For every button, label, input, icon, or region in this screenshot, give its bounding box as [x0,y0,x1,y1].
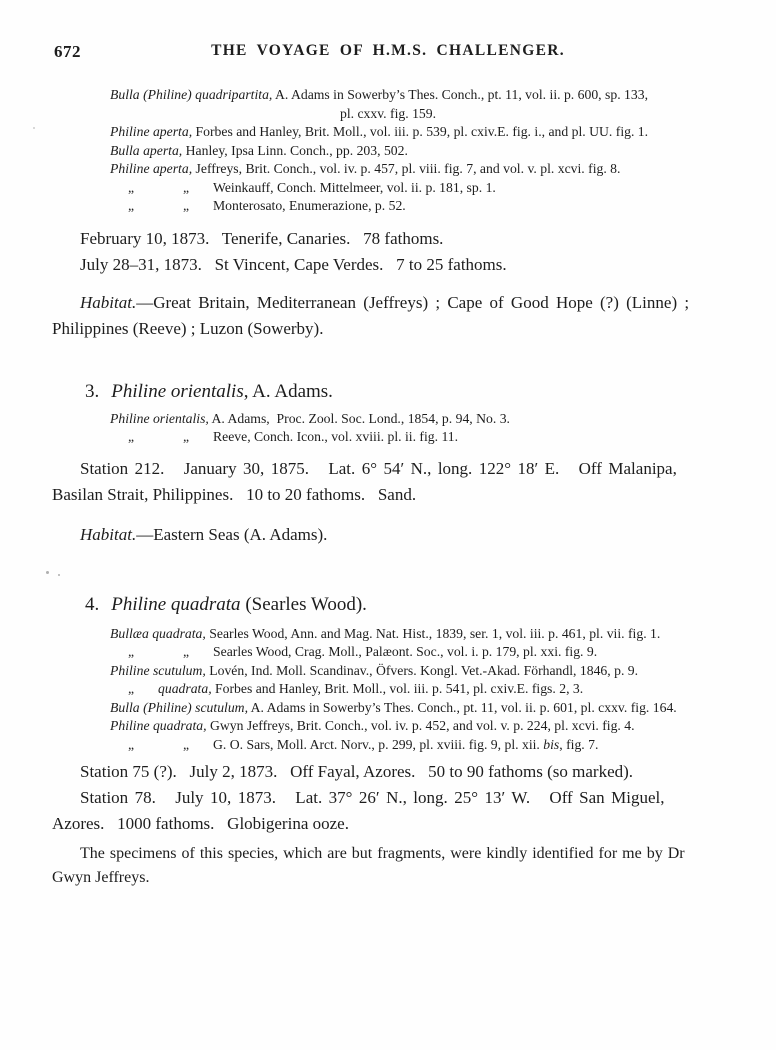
habitat-label: Habitat. [80,292,137,312]
station-records-quadrata [52,759,724,837]
taxon-name: Philine quadrata, [110,718,207,733]
taxon-name: Bullæa quadrata, [110,625,206,641]
synonymy-line-ditto [110,197,724,216]
species-number: 3. [85,380,100,402]
ditto-mark: „ [128,179,135,195]
citation-text: Searles Wood, Ann. and Mag. Nat. Hist., 1839, ser. 1, vol. iii. p. 461, pl. vii. fig. 1. [205,625,661,641]
taxon-name: quadrata, [158,681,212,696]
station-record-212 [52,456,724,508]
taxon-name: Philine aperta, [110,124,193,139]
page-header [52,42,724,62]
scan-speck [58,574,60,576]
citation-text: G. O. Sars, Moll. Arct. Norv., p. 299, pl. xviii. fig. 9, pl. xii. [213,736,544,752]
synonymy-line [110,717,724,736]
synonymy-list-philine-aperta [110,86,724,216]
citation-text: Jeffreys, Brit. Conch., vol. iv. p. 457, pl. viii. fig. 7, and vol. v. pl. xcvi. fig. 8. [192,161,621,176]
citation-text: Monterosato, Enumerazione, p. 52. [213,198,406,213]
ditto-mark: „ [128,681,135,696]
citation-text: Lovén, Ind. Moll. Scandinav., Öfvers. Kongl. Vet.-Akad. Förhandl, 1846, p. 9. [205,662,639,678]
note-line: Gwyn Jeffreys. [52,869,150,886]
ditto-mark: „ [128,198,135,213]
synonymy-list-quadrata [110,625,724,755]
taxon-name: Philine aperta, [110,161,193,176]
synonymy-line [110,662,724,681]
synonymy-line [110,86,724,105]
citation-text: , fig. 7. [559,736,599,752]
taxon-name: Bulla (Philine) quadripartita, [110,87,273,102]
synonymy-line-ditto [110,736,724,755]
habitat-text: —Eastern Seas (A. Adams). [136,524,328,544]
species-name: Philine quadrata [111,593,241,615]
station-record: July 28–31, 1873. St Vincent, Cape Verdes. 7 to 25 fathoms. [80,254,507,274]
synonymy-line-ditto [110,643,724,662]
species-heading-quadrata [85,593,724,617]
citation-text: pl. cxxv. fig. 159. [339,105,437,121]
species-author: , A. Adams. [243,380,333,402]
ditto-mark: „ [183,179,190,195]
citation-text: Reeve, Conch. Icon., vol. xviii. pl. ii. fig. 11. [213,429,459,444]
species-name: Philine orientalis [111,380,244,402]
page-number: 672 [54,42,81,61]
station-record: February 10, 1873. Tenerife, Canaries. 78 fathoms. [80,228,444,248]
ditto-mark: „ [183,736,190,752]
synonymy-line-continuation [52,105,724,124]
citation-text: Hanley, Ipsa Linn. Conch., pp. 203, 502. [182,142,408,158]
citation-text: A. Adams in Sowerby’s Thes. Conch., pt. 11, vol. ii. p. 600, sp. 133, [272,87,648,102]
note-line: The specimens of this species, which are but fragments, were kindly identified for me by Dr [80,845,685,862]
synonymy-line-ditto [110,179,724,198]
species-author: (Searles Wood). [240,593,367,615]
habitat-line [52,290,724,316]
habitat-label: Habitat. [80,524,137,544]
citation-bis: bis [543,736,560,752]
synonymy-line-ditto [110,428,724,447]
station-records-aperta [52,226,724,278]
species-heading-orientalis [85,380,724,404]
scan-speck [46,571,49,574]
habitat-line [52,522,724,548]
station-line: Azores. 1000 fathoms. Globigerina ooze. [52,814,349,833]
scan-speck [33,127,35,129]
taxon-name: Philine orientalis, [110,410,209,426]
citation-text: Searles Wood, Crag. Moll., Palæont. Soc., vol. i. p. 179, pl. xxi. fig. 9. [213,644,598,659]
synonymy-line [110,625,724,644]
citation-text: Weinkauff, Conch. Mittelmeer, vol. ii. p. 181, sp. 1. [213,179,496,195]
ditto-mark: „ [183,644,190,659]
ditto-mark: „ [183,198,190,213]
synonymy-line [110,160,724,179]
species-number: 4. [85,593,100,615]
habitat-text: —Great Britain, Mediterranean (Jeffreys) ; Cape of Good Hope (?) (Linne) ; [136,292,690,312]
station-line: Station 78. July 10, 1873. Lat. 37° 26′ N., long. 25° 13′ W. Off San Miguel, [80,788,665,807]
station-line: Station 75 (?). July 2, 1873. Off Fayal, Azores. 50 to 90 fathoms (so marked). [80,762,634,781]
ditto-mark: „ [128,429,135,444]
citation-text: Gwyn Jeffreys, Brit. Conch., vol. iv. p. 452, and vol. v. p. 224, pl. xcvi. fig. 4. [206,718,635,733]
synonymy-line-ditto [110,680,724,699]
citation-text: Forbes and Hanley, Brit. Moll., vol. iii. p. 541, pl. cxiv.E. figs. 2, 3. [211,681,584,696]
taxon-name: Bulla (Philine) scutulum, [110,699,248,715]
habitat-paragraph-aperta [52,290,724,342]
ditto-mark: „ [128,644,135,659]
identification-note [52,842,724,890]
habitat-paragraph-orientalis [52,522,724,548]
taxon-name: Philine scutulum, [110,662,206,678]
taxon-name: Bulla aperta, [110,142,183,158]
synonymy-line [110,699,724,718]
synonymy-line [110,142,724,161]
synonymy-line [110,123,724,142]
station-line: Station 212. January 30, 1875. Lat. 6° 54′ N., long. 122° 18′ E. Off Malanipa, [80,458,677,478]
ditto-mark: „ [183,429,190,444]
citation-text: Forbes and Hanley, Brit. Moll., vol. iii. p. 539, pl. cxiv.E. fig. i., and pl. UU. fig. 1. [192,124,649,139]
synonymy-list-orientalis [110,410,724,447]
running-title: THE VOYAGE OF H.M.S. CHALLENGER. [211,42,565,59]
ditto-mark: „ [128,736,135,752]
station-line: Basilan Strait, Philippines. 10 to 20 fathoms. Sand. [52,484,417,504]
citation-text: A. Adams in Sowerby’s Thes. Conch., pt. 11, vol. ii. p. 601, pl. cxxv. fig. 164. [248,699,677,715]
citation-text: A. Adams, Proc. Zool. Soc. Lond., 1854, p. 94, No. 3. [208,410,510,426]
synonymy-line [110,410,724,429]
habitat-line: Philippines (Reeve) ; Luzon (Sowerby). [52,318,324,338]
